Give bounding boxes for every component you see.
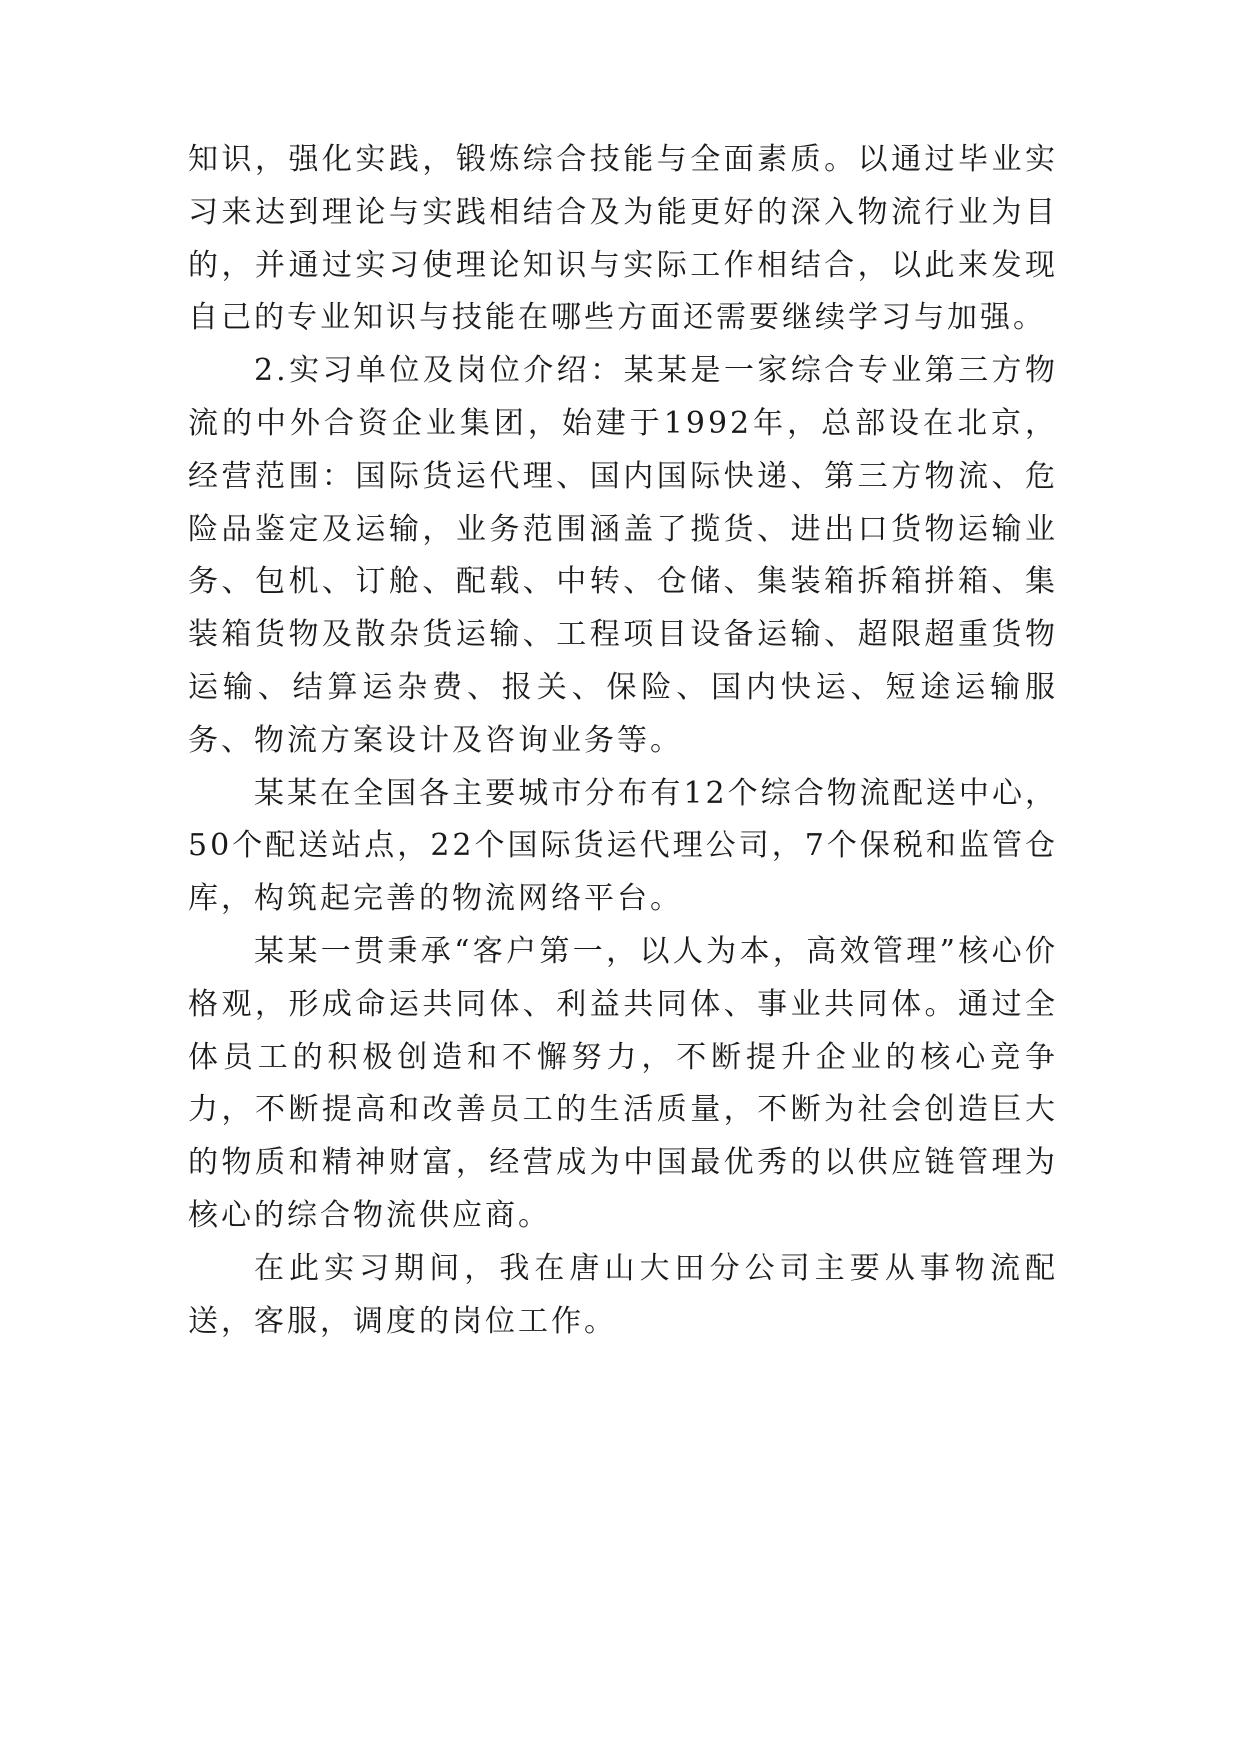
paragraph-internship-position: 在此实习期间，我在唐山大田分公司主要从事物流配送，客服，调度的岗位工作。 <box>188 1250 1058 1339</box>
paragraph-company-values: 某某一贯秉承“客户第一，以人为本，高效管理”核心价格观，形成命运共同体、利益共同体、事业共同体。通过全体员工的积极创造和不懈努力，不断提升企业的核心竞争力，不断提高和改善员工的生活质量，不断为社会创造巨大的物质和精神财富，经营成为中国最优秀的以供应链管理为核心的综合物流供应商。 <box>188 933 1058 1233</box>
paragraph-internship-purpose: 知识，强化实践，锻炼综合技能与全面素质。以通过毕业实习来达到理论与实践相结合及为能更好的深入物流行业为目的，并通过实习使理论知识与实际工作相结合，以此来发现自己的专业知识与技能在哪些方面还需要继续学习与加强。 <box>188 142 1058 336</box>
paragraph-logistics-network: 某某在全国各主要城市分布有12个综合物流配送中心，50个配送站点，22个国际货运代理公司，7个保税和监管仓库，构筑起完善的物流网络平台。 <box>188 775 1058 917</box>
document-body <box>188 134 1058 1348</box>
paragraph-company-introduction: 2.实习单位及岗位介绍：某某是一家综合专业第三方物流的中外合资企业集团，始建于1992年，总部设在北京，经营范围：国际货运代理、国内国际快递、第三方物流、危险品鉴定及运输，业务范围涵盖了揽货、进出口货物运输业务、包机、订舱、配载、中转、仓储、集装箱拆箱拼箱、集装箱货物及散杂货运输、工程项目设备运输、超限超重货物运输、结算运杂费、报关、保险、国内快运、短途运输服务、物流方案设计及咨询业务等。 <box>188 353 1058 758</box>
